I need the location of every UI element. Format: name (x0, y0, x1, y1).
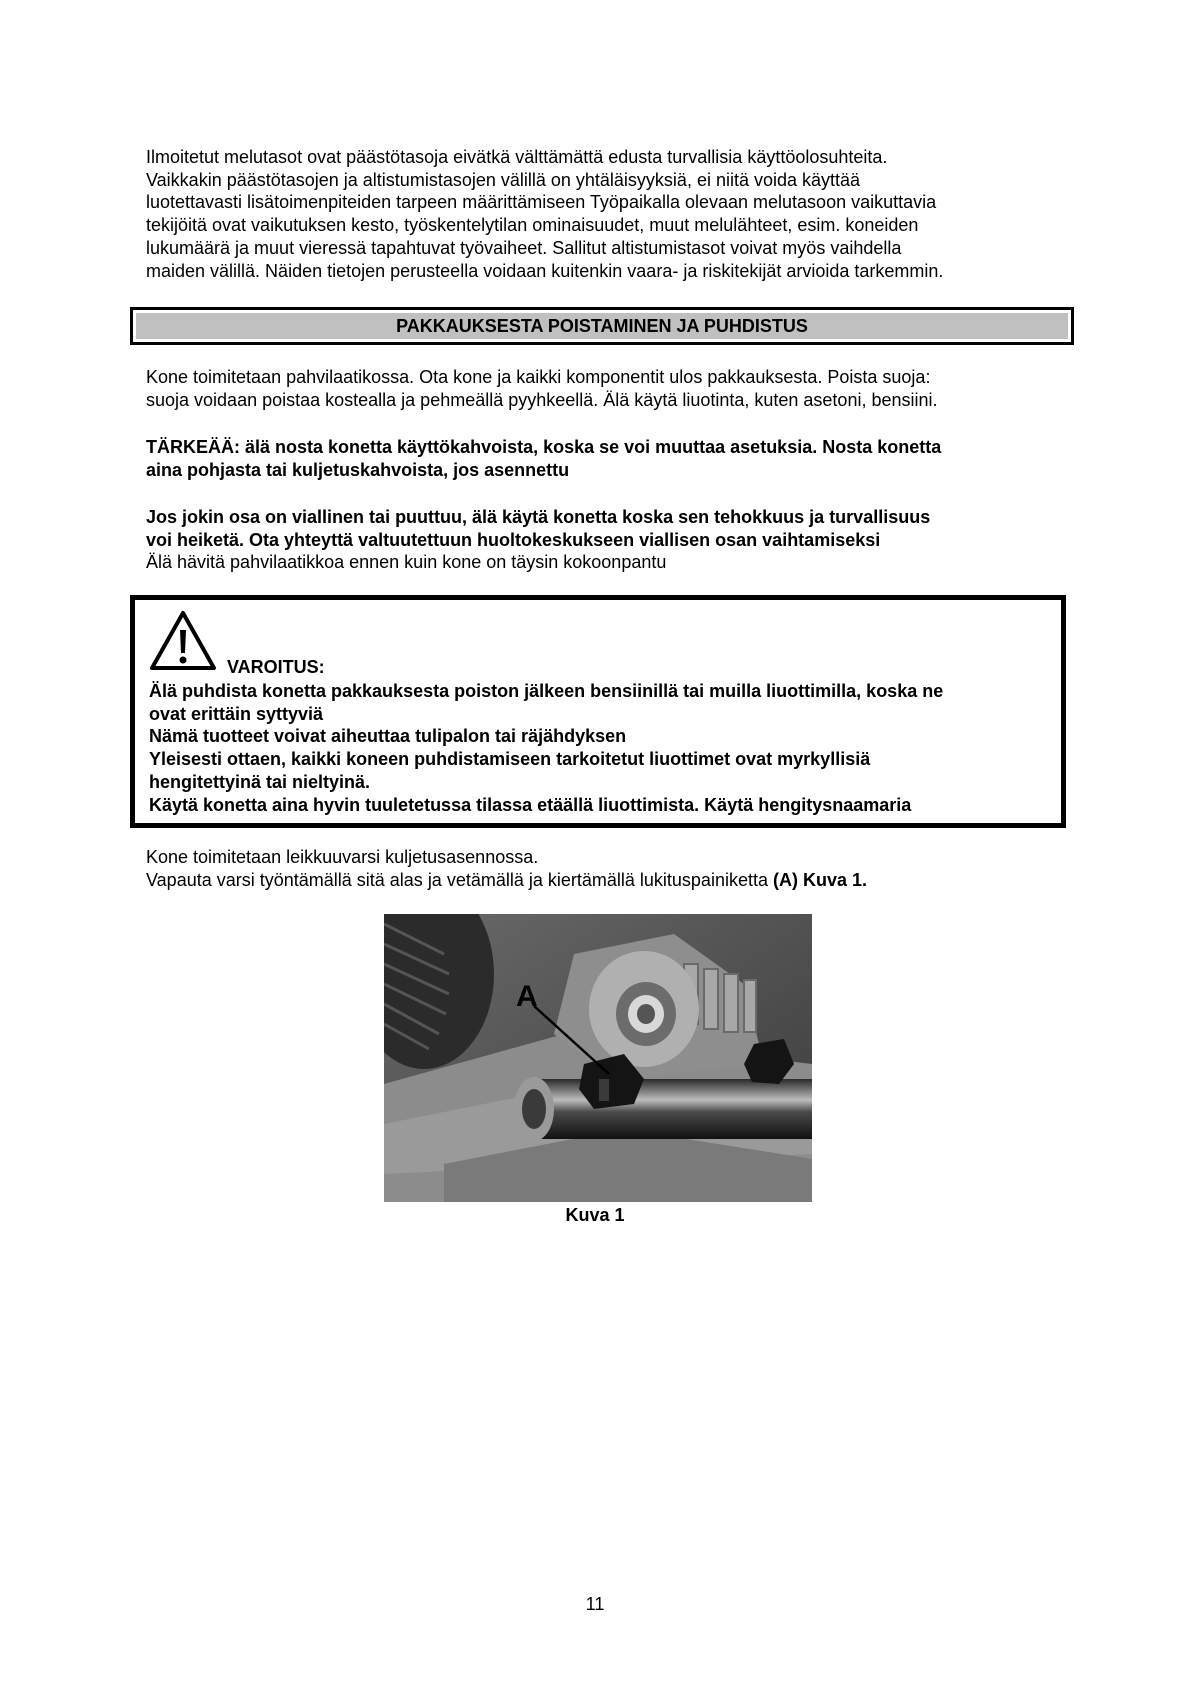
damaged-line: voi heiketä. Ota yhteyttä valtuutettuun huoltokeskukseen viallisen osan vaihtamiseksi (146, 529, 881, 550)
intro-line: maiden välillä. Näiden tietojen perusteella voidaan kuitenkin vaara- ja riskitekijät arvioida tarkemmin. (146, 260, 944, 281)
transport-line: Kone toimitetaan leikkuuvarsi kuljetusasennossa. (146, 847, 539, 867)
important-line: TÄRKEÄÄ: älä nosta konetta käyttökahvoista, koska se voi muuttaa asetuksia. Nosta konetta (146, 437, 942, 457)
unpacking-line: suoja voidaan poistaa kostealla ja pehmeällä pyyhkeellä. Älä käytä liuotinta, kuten asetoni, bensiini. (146, 389, 938, 410)
intro-line: Vaikkakin päästötasojen ja altistumistasojen välillä on yhtäläisyyksiä, ei niitä voida käyttää (146, 169, 861, 190)
warning-line: hengitettyinä tai nieltyinä. (149, 771, 371, 792)
warning-line: Nämä tuotteet voivat aiheuttaa tulipalon tai räjähdyksen (149, 726, 627, 747)
warning-title: VAROITUS: (227, 657, 325, 677)
important-line: aina pohjasta tai kuljetuskahvoista, jos asennettu (146, 459, 570, 480)
intro-line: luotettavasti lisätoimenpiteiden tarpeen määrittämiseen Työpaikalla olevaan melutasoon vaikuttavia (146, 192, 937, 213)
warning-line: Yleisesti ottaen, kaikki koneen puhdistamiseen tarkoitetut liuottimet ovat myrkyllisiä (149, 749, 871, 770)
warning-line: Käytä konetta aina hyvin tuuletetussa tilassa etäällä liuottimista. Käytä hengitysnaamaria (149, 794, 912, 815)
intro-line: Ilmoitetut melutasot ovat päästötasoja eivätkä välttämättä edusta turvallisia käyttöolosuhteita. (146, 147, 888, 167)
transport-instruction: Vapauta varsi työntämällä sitä alas ja vetämällä ja kiertämällä lukituspainiketta (146, 869, 773, 890)
intro-paragraph (146, 146, 1066, 282)
figure-caption: Kuva 1 (565, 1205, 625, 1225)
warning-box (130, 595, 1066, 828)
warning-line: ovat erittäin syttyviä (149, 703, 324, 724)
damaged-paragraph (146, 506, 1066, 574)
section-title: PAKKAUKSESTA POISTAMINEN JA PUHDISTUS (136, 313, 1068, 339)
warning-line: Älä puhdista konetta pakkauksesta poiston jälkeen bensiinillä tai muilla liuottimilla, koska ne (149, 681, 944, 701)
transport-line (146, 869, 1066, 892)
figure-reference: (A) Kuva 1. (772, 869, 868, 890)
damaged-note: Älä hävitä pahvilaatikkoa ennen kuin kone on täysin kokoonpantu (146, 552, 667, 573)
section-header (130, 307, 1074, 345)
warning-body (149, 680, 1049, 816)
figure-photo (384, 914, 812, 1202)
page-number: 11 (585, 1594, 605, 1614)
intro-line: lukumäärä ja muut vieressä tapahtuvat työvaiheet. Sallitut altistumistasot voivat myös vaihdella (146, 237, 902, 258)
saw-mechanism-illustration (384, 914, 812, 1202)
damaged-line: Jos jokin osa on viallinen tai puuttuu, älä käytä konetta koska sen tehokkuus ja turvallisuus (146, 507, 931, 527)
unpacking-paragraph (146, 366, 1066, 411)
warning-triangle-icon (149, 610, 217, 672)
transport-paragraph (146, 846, 1066, 891)
unpacking-line: Kone toimitetaan pahvilaatikossa. Ota kone ja kaikki komponentit ulos pakkauksesta. Poista suoja: (146, 367, 931, 387)
important-paragraph (146, 436, 1066, 481)
intro-line: tekijöitä ovat vaikutuksen kesto, työskentelytilan ominaisuudet, muut melulähteet, esim. koneiden (146, 215, 919, 236)
figure-label-a: A (516, 980, 538, 1013)
